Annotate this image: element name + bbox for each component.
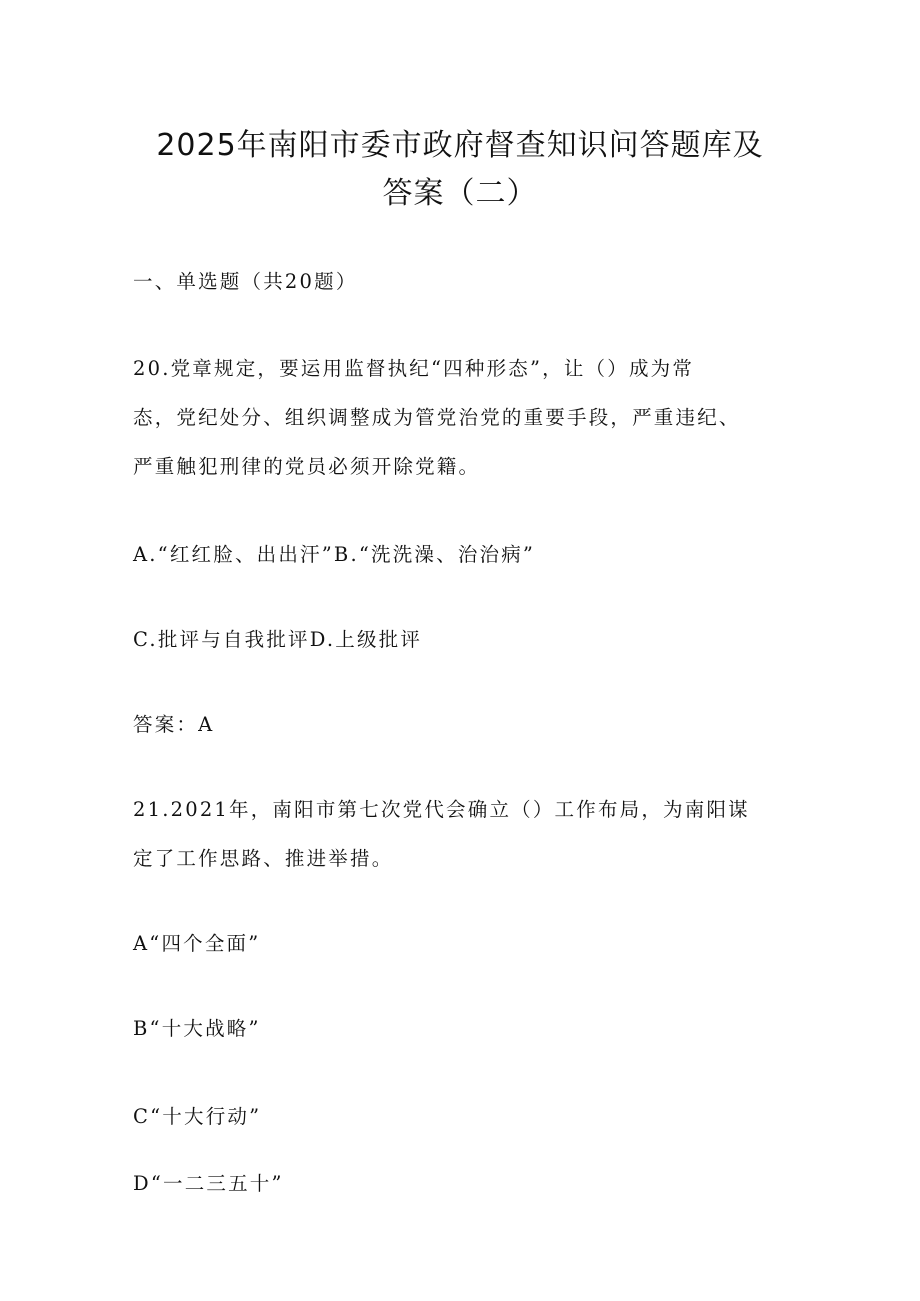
question-20-stem-line-1: 20.党章规定，要运用监督执纪“四种形态”，让（）成为常 (133, 357, 695, 380)
question-20-answer: 答案：A (133, 713, 215, 736)
question-21-option-d: D“一二三五十” (133, 1172, 284, 1195)
question-21-stem-line-2: 定了工作思路、推进举措。 (133, 847, 394, 870)
section-heading: 一、单选题（共20题） (133, 270, 358, 293)
question-21-option-a: A“四个全面” (133, 932, 261, 955)
question-20-option-a: A.“红红脸、出出汗” (133, 543, 334, 566)
document-title-line-2: 答案（二） (382, 176, 538, 211)
question-20-option-d: D.上级批评 (309, 628, 423, 651)
question-21-option-b: B“十大战略” (133, 1017, 261, 1040)
question-20-options-cd (133, 626, 793, 654)
question-20-option-c: C.批评与自我批评 (133, 628, 310, 651)
document-title-line-1: 2025年南阳市委市政府督查知识问答题库及 (156, 128, 764, 163)
question-21-stem-line-1: 21.2021年，南阳市第七次党代会确立（）工作布局，为南阳谋 (133, 798, 750, 821)
question-20-options-ab (133, 541, 793, 569)
question-20-stem-line-3: 严重触犯刑律的党员必须开除党籍。 (133, 455, 481, 478)
question-20-stem-line-2: 态，党纪处分、组织调整成为管党治党的重要手段，严重违纪、 (133, 406, 741, 429)
question-21-option-c: C“十大行动” (133, 1105, 262, 1128)
question-20-option-b: B.“洗洗澡、治治病” (333, 543, 536, 566)
